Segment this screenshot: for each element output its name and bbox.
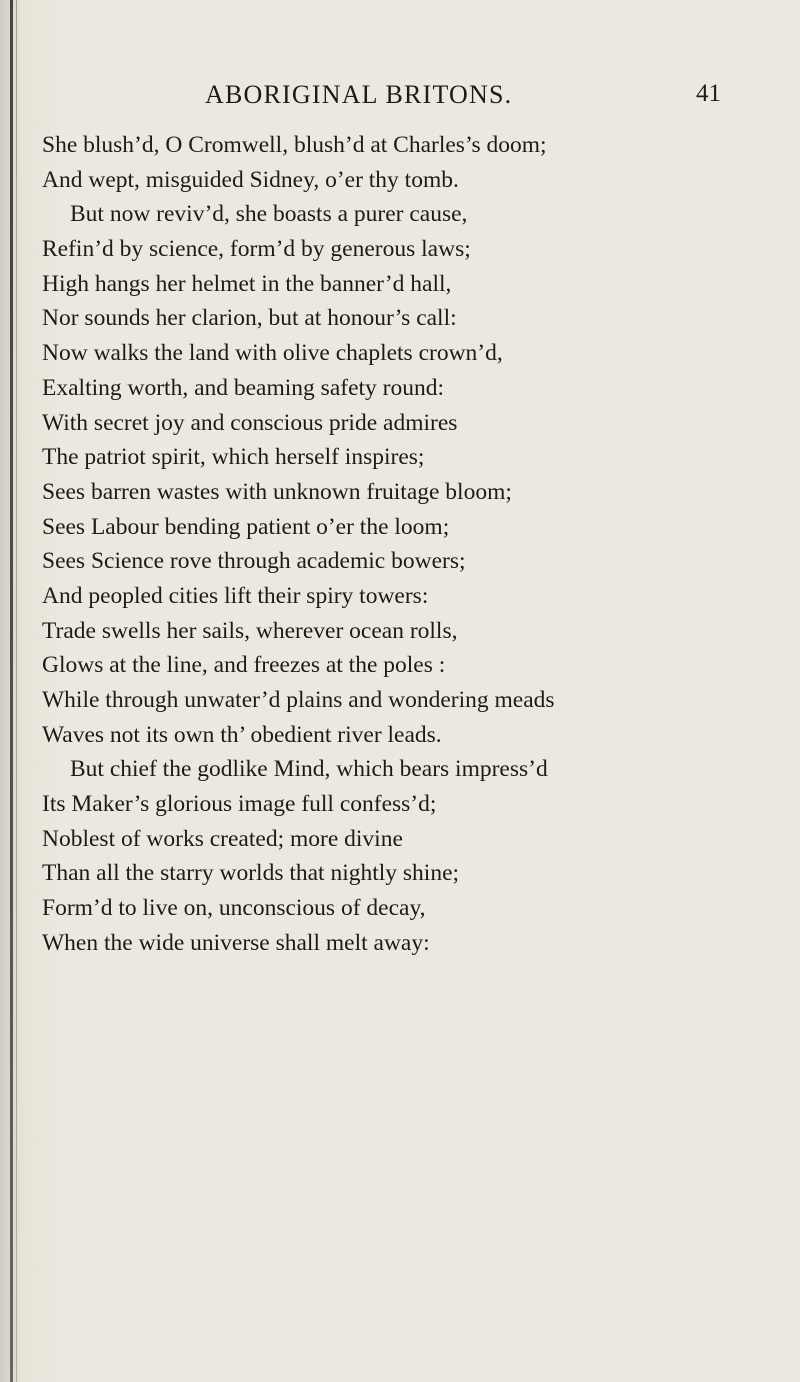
poem-line: When the wide universe shall melt away: — [42, 929, 430, 956]
binding-edge — [16, 0, 17, 1382]
page-number: 41 — [696, 80, 721, 107]
poem-line: Refin’d by science, form’d by generous laws; — [42, 236, 471, 263]
poem-line: Trade swells her sails, wherever ocean rolls, — [42, 617, 458, 644]
poem-line: Than all the starry worlds that nightly shine; — [42, 860, 460, 887]
poem-line: Nor sounds her clarion, but at honour’s call: — [42, 305, 457, 332]
poem-line: Form’d to live on, unconscious of decay, — [42, 895, 426, 922]
poem-line: But chief the godlike Mind, which bears impress’d — [70, 756, 548, 783]
poem-line: Exalting worth, and beaming safety round: — [42, 374, 445, 401]
poem-line: Sees Labour bending patient o’er the loom; — [42, 513, 450, 540]
poem-line: Glows at the line, and freezes at the poles : — [42, 652, 446, 679]
poem-line: Waves not its own th’ obedient river leads. — [42, 721, 442, 748]
poem-text — [42, 128, 782, 961]
binding-shadow — [10, 0, 13, 1382]
poem-line: She blush’d, O Cromwell, blush’d at Charles’s doom; — [42, 132, 547, 158]
poem-line: But now reviv’d, she boasts a purer cause, — [70, 201, 468, 228]
poem-line: The patriot spirit, which herself inspires; — [42, 444, 425, 471]
poem-line: Sees Science rove through academic bowers; — [42, 548, 466, 575]
poem-line: Sees barren wastes with unknown fruitage bloom; — [42, 478, 512, 505]
poem-line: While through unwater’d plains and wondering meads — [42, 687, 555, 713]
page-header — [0, 80, 800, 116]
poem-line: High hangs her helmet in the banner’d hall, — [42, 270, 452, 297]
running-head: ABORIGINAL BRITONS. — [205, 80, 513, 109]
poem-line: Now walks the land with olive chaplets crown’d, — [42, 340, 503, 367]
poem-line: With secret joy and conscious pride admires — [42, 409, 458, 436]
poem-line: And wept, misguided Sidney, o’er thy tomb. — [42, 166, 459, 193]
poem-line: Noblest of works created; more divine — [42, 825, 403, 852]
poem-line: And peopled cities lift their spiry towers: — [42, 582, 429, 609]
poem-line: Its Maker’s glorious image full confess’d; — [42, 791, 437, 818]
